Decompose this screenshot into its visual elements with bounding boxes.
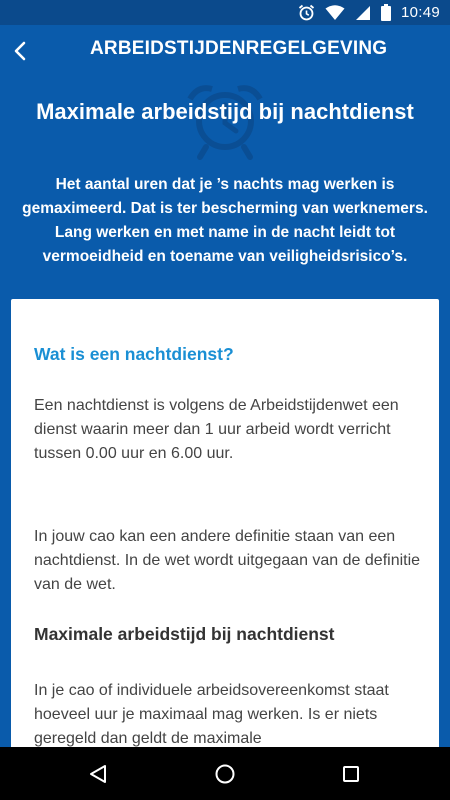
battery-icon [381, 4, 391, 21]
status-time: 10:49 [400, 4, 440, 21]
hero-title: Maximale arbeidstijd bij nachtdienst [36, 99, 414, 124]
chevron-left-icon [13, 41, 27, 61]
nav-home-button[interactable] [210, 759, 240, 789]
back-button[interactable] [2, 33, 38, 69]
card-subheading: Maximale arbeidstijd bij nachtdienst [34, 624, 335, 644]
nav-back-icon [87, 763, 109, 785]
nav-recent-icon [341, 764, 361, 784]
app-title: ARBEIDSTIJDENREGELGEVING [90, 38, 388, 59]
card-paragraph: Een nachtdienst is volgens de Arbeidstijdenwet een dienst waarin meer dan 1 uur arbeid wordt verricht tussen 0.00 uur en 6.00 uur. [34, 397, 399, 462]
hero-section [0, 77, 450, 299]
navigation-bar [0, 747, 450, 800]
app-bar [0, 25, 450, 77]
hero-text: Het aantal uren dat je ’s nachts mag werken is gemaximeerd. Dat is ter bescherming van werknemers. Lang werken en met name in de nacht leidt tot vermoeidheid en toename van veiligheidsrisico’s. [22, 176, 428, 265]
signal-icon [355, 5, 371, 21]
alarm-icon [298, 4, 315, 21]
nav-recent-button[interactable] [336, 759, 366, 789]
content-card[interactable] [11, 299, 439, 759]
wifi-icon [325, 5, 345, 21]
status-icons [298, 4, 440, 21]
nav-home-icon [214, 763, 236, 785]
card-paragraph: In jouw cao kan een andere definitie staan van een nachtdienst. In de wet wordt uitgegaan van de definitie van de wet. [34, 528, 421, 593]
card-paragraph: In je cao of individuele arbeidsovereenkomst staat hoeveel uur je maximaal mag werken. Is er niets geregeld dan geldt de maximale [34, 682, 389, 747]
status-bar [0, 0, 450, 25]
card-heading: Wat is een nachtdienst? [34, 344, 234, 364]
nav-back-button[interactable] [83, 759, 113, 789]
